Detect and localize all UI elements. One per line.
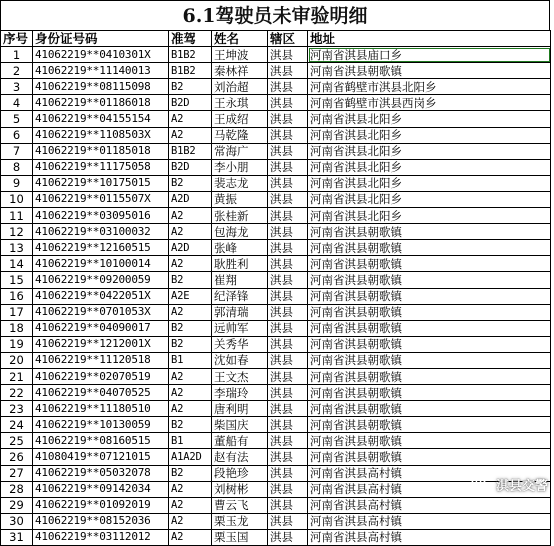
- cell-name[interactable]: 王坤波: [212, 47, 268, 63]
- cell-district[interactable]: 淇县: [268, 417, 308, 433]
- cell-id[interactable]: 41062219**11140013: [33, 63, 169, 79]
- cell-license-class[interactable]: B2: [169, 320, 212, 336]
- cell-name[interactable]: 常海广: [212, 143, 268, 159]
- cell-address[interactable]: 河南省淇县北阳乡: [308, 111, 551, 127]
- cell-license-class[interactable]: B1B2: [169, 143, 212, 159]
- cell-license-class[interactable]: A2D: [169, 191, 212, 207]
- cell-address[interactable]: 河南省淇县朝歌镇: [308, 240, 551, 256]
- cell-id[interactable]: 41062219**09200059: [33, 272, 169, 288]
- cell-seq[interactable]: 17: [1, 304, 33, 320]
- cell-address[interactable]: 河南省淇县朝歌镇: [308, 449, 551, 465]
- cell-id[interactable]: 41062219**08115098: [33, 79, 169, 95]
- cell-name[interactable]: 王成绍: [212, 111, 268, 127]
- cell-district[interactable]: 淇县: [268, 111, 308, 127]
- cell-seq[interactable]: 1: [1, 47, 33, 63]
- cell-seq[interactable]: 14: [1, 256, 33, 272]
- cell-name[interactable]: 崔翔: [212, 272, 268, 288]
- cell-license-class[interactable]: B1: [169, 352, 212, 368]
- cell-address[interactable]: 河南省淇县朝歌镇: [308, 304, 551, 320]
- cell-license-class[interactable]: A1A2D: [169, 449, 212, 465]
- cell-license-class[interactable]: A2: [169, 481, 212, 497]
- cell-name[interactable]: 唐利明: [212, 401, 268, 417]
- cell-district[interactable]: 淇县: [268, 529, 308, 545]
- table-row: [1, 465, 551, 481]
- cell-license-class[interactable]: A2: [169, 368, 212, 384]
- cell-district[interactable]: 淇县: [268, 481, 308, 497]
- cell-license-class[interactable]: B2D: [169, 95, 212, 111]
- cell-seq[interactable]: 26: [1, 449, 33, 465]
- cell-address[interactable]: 河南省淇县高村镇: [308, 465, 551, 481]
- cell-id[interactable]: 41062219**01186018: [33, 95, 169, 111]
- watermark-text: 淇县交警: [495, 478, 548, 494]
- cell-id[interactable]: 41062219**02070519: [33, 368, 169, 384]
- cell-seq[interactable]: 11: [1, 208, 33, 224]
- watermark: [471, 474, 548, 494]
- cell-address[interactable]: 河南省淇县朝歌镇: [308, 320, 551, 336]
- cell-seq[interactable]: 6: [1, 127, 33, 143]
- cell-seq[interactable]: 10: [1, 191, 33, 207]
- table-row: [1, 288, 551, 304]
- table-row: [1, 385, 551, 401]
- cell-id[interactable]: 41062219**11180510: [33, 401, 169, 417]
- cell-id[interactable]: 41062219**10175015: [33, 175, 169, 191]
- cell-address[interactable]: 河南省淇县朝歌镇: [308, 288, 551, 304]
- header-seq[interactable]: 序号: [1, 31, 33, 47]
- cell-license-class[interactable]: A2: [169, 401, 212, 417]
- cell-id[interactable]: 41062219**0422051X: [33, 288, 169, 304]
- cell-license-class[interactable]: B1: [169, 433, 212, 449]
- table-row: [1, 143, 551, 159]
- cell-id[interactable]: 41062219**04090017: [33, 320, 169, 336]
- table-row: [1, 497, 551, 513]
- cell-seq[interactable]: 29: [1, 497, 33, 513]
- cell-id[interactable]: 41062219**01092019: [33, 497, 169, 513]
- cell-id[interactable]: 41062219**04070525: [33, 385, 169, 401]
- cell-district[interactable]: 淇县: [268, 288, 308, 304]
- cell-address[interactable]: 河南省淇县朝歌镇: [308, 433, 551, 449]
- cell-license-class[interactable]: A2: [169, 208, 212, 224]
- cell-id[interactable]: 41080419**07121015: [33, 449, 169, 465]
- cell-seq[interactable]: 19: [1, 336, 33, 352]
- cell-id[interactable]: 41062219**03095016: [33, 208, 169, 224]
- cell-license-class[interactable]: A2: [169, 111, 212, 127]
- cell-name[interactable]: 刘树彬: [212, 481, 268, 497]
- cell-seq[interactable]: 7: [1, 143, 33, 159]
- cell-district[interactable]: 淇县: [268, 385, 308, 401]
- cell-id[interactable]: 41062219**11175058: [33, 159, 169, 175]
- header-id[interactable]: 身份证号码: [33, 31, 169, 47]
- cell-id[interactable]: 41062219**08160515: [33, 433, 169, 449]
- sheet-title[interactable]: 6.1驾驶员未审验明细: [0, 0, 550, 30]
- cell-seq[interactable]: 24: [1, 417, 33, 433]
- cell-district[interactable]: 淇县: [268, 433, 308, 449]
- header-district[interactable]: 辖区: [268, 31, 308, 47]
- cell-address[interactable]: 河南省淇县朝歌镇: [308, 224, 551, 240]
- cell-name[interactable]: 沈如春: [212, 352, 268, 368]
- cell-address[interactable]: 河南省淇县朝歌镇: [308, 401, 551, 417]
- cell-address[interactable]: 河南省淇县朝歌镇: [308, 385, 551, 401]
- cell-address[interactable]: 河南省淇县高村镇: [308, 481, 551, 497]
- cell-name[interactable]: 赵有法: [212, 449, 268, 465]
- cell-seq[interactable]: 13: [1, 240, 33, 256]
- cell-license-class[interactable]: B2: [169, 336, 212, 352]
- cell-name[interactable]: 李瑞玲: [212, 385, 268, 401]
- cell-name[interactable]: 王文杰: [212, 368, 268, 384]
- cell-seq[interactable]: 22: [1, 385, 33, 401]
- cell-id[interactable]: 41062219**12160515: [33, 240, 169, 256]
- cell-district[interactable]: 淇县: [268, 127, 308, 143]
- cell-seq[interactable]: 15: [1, 272, 33, 288]
- cell-district[interactable]: 淇县: [268, 143, 308, 159]
- cell-district[interactable]: 淇县: [268, 465, 308, 481]
- cell-license-class[interactable]: A2: [169, 529, 212, 545]
- cell-address[interactable]: 河南省淇县朝歌镇: [308, 368, 551, 384]
- table-row: [1, 159, 551, 175]
- cell-address[interactable]: 河南省淇县朝歌镇: [308, 63, 551, 79]
- cell-id[interactable]: 41062219**10100014: [33, 256, 169, 272]
- table-row: [1, 481, 551, 497]
- cell-license-class[interactable]: B1B2: [169, 47, 212, 63]
- cell-district[interactable]: 淇县: [268, 63, 308, 79]
- cell-address[interactable]: 河南省淇县朝歌镇: [308, 417, 551, 433]
- cell-name[interactable]: 栗玉国: [212, 529, 268, 545]
- cell-district[interactable]: 淇县: [268, 47, 308, 63]
- cell-license-class[interactable]: A2: [169, 127, 212, 143]
- cell-name[interactable]: 耿胜利: [212, 256, 268, 272]
- cell-address[interactable]: 河南省淇县北阳乡: [308, 143, 551, 159]
- table-row: [1, 47, 551, 63]
- cell-license-class[interactable]: B2: [169, 175, 212, 191]
- cell-id[interactable]: 41062219**11120518: [33, 352, 169, 368]
- cell-seq[interactable]: 12: [1, 224, 33, 240]
- cell-id[interactable]: 41062219**03100032: [33, 224, 169, 240]
- cell-name[interactable]: 张峰: [212, 240, 268, 256]
- header-license-class[interactable]: 准驾: [169, 31, 212, 47]
- cell-id[interactable]: 41062219**0410301X: [33, 47, 169, 63]
- cell-address[interactable]: 河南省淇县朝歌镇: [308, 256, 551, 272]
- cell-license-class[interactable]: A2: [169, 497, 212, 513]
- table-body: [1, 47, 551, 546]
- table-row: [1, 63, 551, 79]
- header-row: [1, 31, 551, 47]
- cell-id[interactable]: 41062219**10130059: [33, 417, 169, 433]
- cell-name[interactable]: 段艳珍: [212, 465, 268, 481]
- cell-district[interactable]: 淇县: [268, 175, 308, 191]
- table-row: [1, 272, 551, 288]
- cell-name[interactable]: 秦林祥: [212, 63, 268, 79]
- cell-district[interactable]: 淇县: [268, 95, 308, 111]
- cell-id[interactable]: 41062219**08152036: [33, 513, 169, 529]
- cell-id[interactable]: 41062219**0115507X: [33, 191, 169, 207]
- table-row: [1, 304, 551, 320]
- cell-license-class[interactable]: A2: [169, 304, 212, 320]
- table-row: [1, 352, 551, 368]
- cell-seq[interactable]: 18: [1, 320, 33, 336]
- table-row: [1, 336, 551, 352]
- cell-license-class[interactable]: A2E: [169, 288, 212, 304]
- cell-name[interactable]: 马乾隆: [212, 127, 268, 143]
- table-row: [1, 191, 551, 207]
- cell-seq[interactable]: 30: [1, 513, 33, 529]
- table-row: [1, 433, 551, 449]
- cell-id[interactable]: 41062219**1212001X: [33, 336, 169, 352]
- table-row: [1, 529, 551, 545]
- table-row: [1, 95, 551, 111]
- cell-district[interactable]: 淇县: [268, 256, 308, 272]
- cell-name[interactable]: 刘治超: [212, 79, 268, 95]
- table-row: [1, 417, 551, 433]
- cell-license-class[interactable]: A2: [169, 385, 212, 401]
- table-row: [1, 127, 551, 143]
- cell-license-class[interactable]: B2: [169, 272, 212, 288]
- cell-address[interactable]: 河南省淇县北阳乡: [308, 127, 551, 143]
- cell-seq[interactable]: 9: [1, 175, 33, 191]
- cell-name[interactable]: 栗玉龙: [212, 513, 268, 529]
- cell-district[interactable]: 淇县: [268, 352, 308, 368]
- cell-address[interactable]: 河南省淇县北阳乡: [308, 191, 551, 207]
- cell-address[interactable]: 河南省淇县高村镇: [308, 513, 551, 529]
- cell-id[interactable]: 41062219**05032078: [33, 465, 169, 481]
- cell-seq[interactable]: 2: [1, 63, 33, 79]
- table-row: [1, 401, 551, 417]
- cell-seq[interactable]: 23: [1, 401, 33, 417]
- cell-address[interactable]: 河南省淇县北阳乡: [308, 208, 551, 224]
- cell-name[interactable]: 董船有: [212, 433, 268, 449]
- cell-address[interactable]: 河南省淇县北阳乡: [308, 175, 551, 191]
- cell-district[interactable]: 淇县: [268, 513, 308, 529]
- cell-license-class[interactable]: B2: [169, 465, 212, 481]
- cell-address[interactable]: 河南省淇县高村镇: [308, 497, 551, 513]
- cell-address[interactable]: 河南省淇县北阳乡: [308, 159, 551, 175]
- cell-district[interactable]: 淇县: [268, 497, 308, 513]
- cell-name[interactable]: 黄振: [212, 191, 268, 207]
- cell-name[interactable]: 曹云飞: [212, 497, 268, 513]
- cell-id[interactable]: 41062219**03112012: [33, 529, 169, 545]
- cell-name[interactable]: 柴国庆: [212, 417, 268, 433]
- table-row: [1, 449, 551, 465]
- header-name[interactable]: 姓名: [212, 31, 268, 47]
- cell-district[interactable]: 淇县: [268, 191, 308, 207]
- table-row: [1, 224, 551, 240]
- cell-license-class[interactable]: A2: [169, 224, 212, 240]
- cell-seq[interactable]: 5: [1, 111, 33, 127]
- table-row: [1, 240, 551, 256]
- cell-district[interactable]: 淇县: [268, 336, 308, 352]
- cell-name[interactable]: 远帅军: [212, 320, 268, 336]
- cell-address[interactable]: 河南省淇县庙口乡: [308, 47, 551, 63]
- cell-seq[interactable]: 4: [1, 95, 33, 111]
- cell-name[interactable]: 关秀华: [212, 336, 268, 352]
- cell-name[interactable]: 纪泽锋: [212, 288, 268, 304]
- cell-district[interactable]: 淇县: [268, 368, 308, 384]
- cell-license-class[interactable]: B1B2: [169, 63, 212, 79]
- cell-id[interactable]: 41062219**1108503X: [33, 127, 169, 143]
- cell-district[interactable]: 淇县: [268, 224, 308, 240]
- cell-district[interactable]: 淇县: [268, 401, 308, 417]
- table-row: [1, 368, 551, 384]
- cell-seq[interactable]: 25: [1, 433, 33, 449]
- cell-license-class[interactable]: A2: [169, 513, 212, 529]
- table-row: [1, 513, 551, 529]
- cell-license-class[interactable]: A2: [169, 256, 212, 272]
- cell-id[interactable]: 41062219**09142034: [33, 481, 169, 497]
- cell-seq[interactable]: 20: [1, 352, 33, 368]
- cell-id[interactable]: 41062219**01185018: [33, 143, 169, 159]
- cell-address[interactable]: 河南省鹤壁市淇县北阳乡: [308, 79, 551, 95]
- cell-name[interactable]: 王永琪: [212, 95, 268, 111]
- table-row: [1, 320, 551, 336]
- cell-name[interactable]: 包海龙: [212, 224, 268, 240]
- driver-table: [0, 30, 551, 546]
- cell-address[interactable]: 河南省淇县高村镇: [308, 529, 551, 545]
- cell-district[interactable]: 淇县: [268, 449, 308, 465]
- cell-id[interactable]: 41062219**0701053X: [33, 304, 169, 320]
- table-row: [1, 111, 551, 127]
- cell-license-class[interactable]: B2: [169, 417, 212, 433]
- cell-seq[interactable]: 31: [1, 529, 33, 545]
- cell-address[interactable]: 河南省淇县朝歌镇: [308, 336, 551, 352]
- table-row: [1, 175, 551, 191]
- cell-seq[interactable]: 16: [1, 288, 33, 304]
- cell-license-class[interactable]: B2: [169, 79, 212, 95]
- cell-district[interactable]: 淇县: [268, 79, 308, 95]
- cell-seq[interactable]: 3: [1, 79, 33, 95]
- cell-address[interactable]: 河南省淇县朝歌镇: [308, 272, 551, 288]
- cell-name[interactable]: 裴志龙: [212, 175, 268, 191]
- table-row: [1, 208, 551, 224]
- cell-license-class[interactable]: A2D: [169, 240, 212, 256]
- cell-seq[interactable]: 28: [1, 481, 33, 497]
- table-row: [1, 79, 551, 95]
- cell-seq[interactable]: 21: [1, 368, 33, 384]
- cell-district[interactable]: 淇县: [268, 304, 308, 320]
- wechat-icon: [471, 474, 491, 494]
- cell-seq[interactable]: 27: [1, 465, 33, 481]
- cell-district[interactable]: 淇县: [268, 320, 308, 336]
- cell-district[interactable]: 淇县: [268, 159, 308, 175]
- cell-name[interactable]: 张桂新: [212, 208, 268, 224]
- cell-district[interactable]: 淇县: [268, 272, 308, 288]
- cell-address[interactable]: 河南省鹤壁市淇县西岗乡: [308, 95, 551, 111]
- cell-address[interactable]: 河南省淇县朝歌镇: [308, 352, 551, 368]
- cell-district[interactable]: 淇县: [268, 240, 308, 256]
- cell-seq[interactable]: 8: [1, 159, 33, 175]
- cell-id[interactable]: 41062219**04155154: [33, 111, 169, 127]
- cell-license-class[interactable]: B2D: [169, 159, 212, 175]
- cell-district[interactable]: 淇县: [268, 208, 308, 224]
- table-row: [1, 256, 551, 272]
- cell-name[interactable]: 李小朋: [212, 159, 268, 175]
- header-address[interactable]: 地址: [308, 31, 551, 47]
- cell-name[interactable]: 郭清瑞: [212, 304, 268, 320]
